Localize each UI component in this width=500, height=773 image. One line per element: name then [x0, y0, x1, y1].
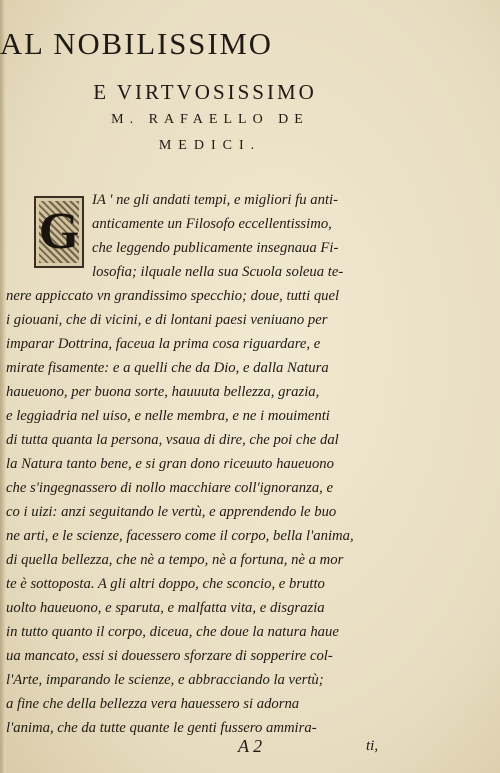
- text-line: la Natura tanto bene, e si gran dono riceuuto haueuono: [6, 456, 334, 472]
- signature-mark: A 2: [238, 736, 263, 756]
- text-line: haueuono, per buona sorte, hauuuta bellezza, grazia,: [6, 384, 320, 400]
- text-line: losofia; ilquale nella sua Scuola soleua te-: [92, 264, 344, 280]
- text-line: che leggendo publicamente insegnaua Fi-: [92, 240, 339, 256]
- text-line: che s'ingegnassero di nollo macchiare coll'ignoranza, e: [6, 480, 334, 496]
- text-line: l'Arte, imparando le scienze, e abbracciando la vertù;: [6, 672, 324, 688]
- heading-line-4: MEDICI.: [158, 138, 262, 153]
- text-line: l'anima, che da tutte quante le genti fussero ammira-: [6, 720, 317, 736]
- heading-line-3: M. RAFAELLO DE: [111, 112, 309, 127]
- text-line: anticamente un Filosofo eccellentissimo,: [92, 216, 332, 232]
- text-line: e leggiadria nel uiso, e nelle membra, e ne i mouimenti: [6, 408, 330, 424]
- text-line: ne arti, e le scienze, facessero come il corpo, bella l'anima,: [6, 528, 354, 544]
- text-line: nere appiccato vn grandissimo specchio; doue, tutti quel: [6, 288, 340, 304]
- text-line: di quella bellezza, che nè a tempo, nè a fortuna, nè a mor: [6, 552, 344, 568]
- text-line: a fine che della bellezza vera hauessero si adorna: [6, 696, 300, 712]
- text-line: te è sottoposta. A gli altri doppo, che sconcio, e brutto: [6, 576, 325, 592]
- text-line: co i uizi: anzi seguitando le vertù, e apprendendo le buo: [6, 504, 337, 520]
- decorated-initial: [34, 196, 84, 268]
- text-line: i giouani, che di vicini, e di lontani paesi veniuano per: [6, 312, 328, 328]
- initial-letter: G: [38, 203, 80, 260]
- text-line: IA ' ne gli andati tempi, e migliori fu anti-: [92, 192, 339, 208]
- text-line: mirate fisamente: e a quelli che da Dio, e dalla Natura: [6, 360, 329, 376]
- text-line: uolto haueuono, e sparuta, e malfatta vita, e disgrazia: [6, 600, 325, 616]
- text-line: ua mancato, essi si douessero sforzare di sopperire col-: [6, 648, 333, 664]
- heading-line-1: AL NOBILISSIMO: [0, 26, 273, 61]
- text-line: in tutto quanto il corpo, diceua, che doue la natura haue: [6, 624, 339, 640]
- heading-line-2: E VIRTVOSISSIMO: [93, 80, 317, 104]
- text-line: imparar Dottrina, faceua la prima cosa riguardare, e: [6, 336, 321, 352]
- text-line: di tutta quanta la persona, vsaua di dire, che poi che dal: [6, 432, 339, 448]
- catchword: ti,: [366, 738, 379, 754]
